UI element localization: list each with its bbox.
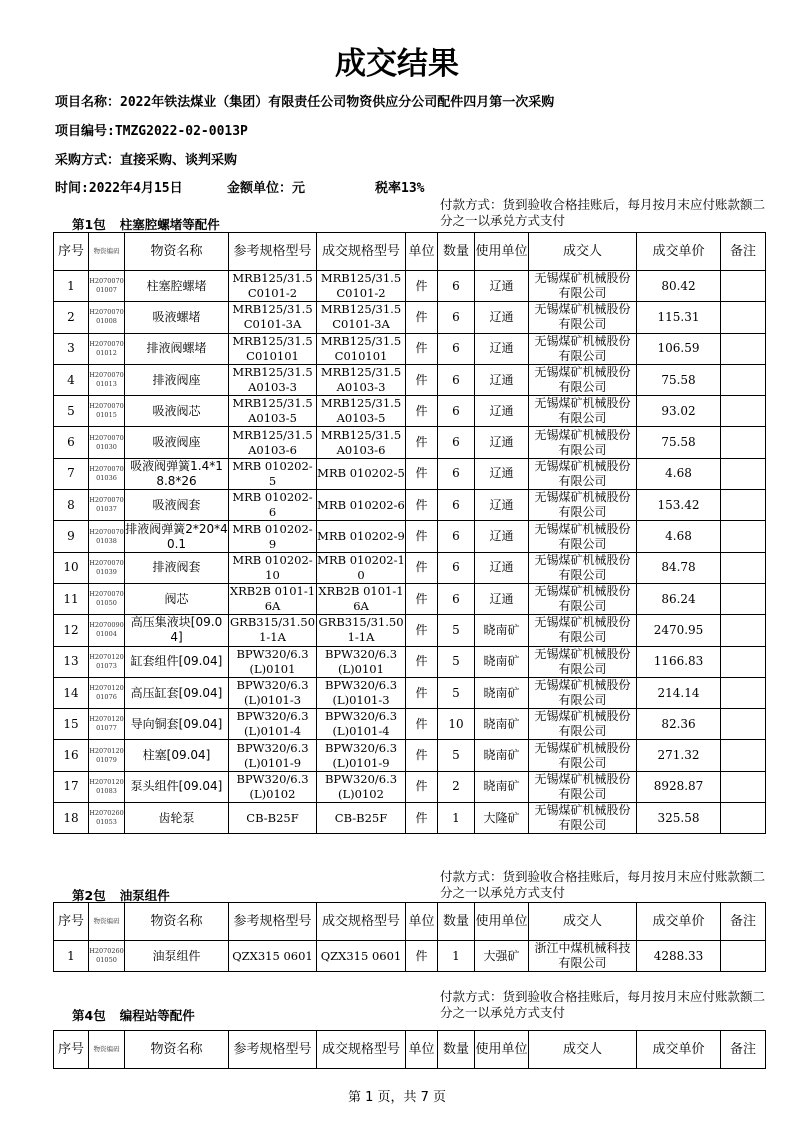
cell-deal-spec: BPW320/6.3(L)0101-9 — [317, 740, 406, 771]
header-unit: 单位 — [406, 233, 438, 271]
currency-unit: 金额单位：元 — [227, 181, 306, 196]
header-deal-spec: 成交规格型号 — [317, 1031, 406, 1069]
cell-material-code: H207012001077 — [89, 709, 125, 740]
cell-unit: 件 — [406, 302, 438, 333]
cell-vendor: 无锡煤矿机械股份有限公司 — [529, 490, 637, 521]
cell-vendor: 无锡煤矿机械股份有限公司 — [529, 521, 637, 552]
cell-quantity: 6 — [438, 302, 475, 333]
package-4-table — [53, 1030, 766, 1069]
cell-material-code: H207026001053 — [89, 803, 125, 834]
table-row — [54, 677, 766, 708]
cell-ref-spec: GRB315/31.501-1A — [229, 615, 316, 645]
cell-quantity: 6 — [438, 490, 475, 521]
cell-remark — [721, 521, 766, 552]
cell-material-name: 吸液阀弹簧1.4*18.8*26 — [125, 458, 229, 489]
cell-user-unit: 大隆矿 — [475, 803, 529, 834]
cell-vendor: 无锡煤矿机械股份有限公司 — [529, 646, 637, 677]
cell-seq: 7 — [54, 458, 89, 489]
cell-unit-price: 325.58 — [637, 803, 721, 834]
header-vendor: 成交人 — [529, 233, 637, 271]
cell-deal-spec: BPW320/6.3(L)0101-4 — [317, 709, 406, 740]
header-seq: 序号 — [54, 1031, 89, 1069]
cell-unit-price: 106.59 — [637, 333, 721, 364]
header-seq: 序号 — [54, 233, 89, 271]
cell-material-name: 吸液阀套 — [125, 490, 229, 521]
cell-unit: 件 — [406, 396, 438, 427]
cell-quantity: 5 — [438, 740, 475, 771]
cell-unit-price: 8928.87 — [637, 771, 721, 802]
tax-rate: 税率13% — [375, 181, 425, 196]
cell-ref-spec: BPW320/6.3(L)0101 — [229, 646, 317, 677]
cell-material-code: H207007001037 — [89, 490, 125, 521]
header-material-code: 物资编码 — [89, 233, 125, 271]
cell-material-name: 高压缸套[09.04] — [125, 677, 229, 708]
cell-ref-spec: XRB2B 0101-16A — [229, 584, 316, 614]
cell-unit: 件 — [406, 521, 438, 552]
table-row — [54, 458, 766, 489]
cell-ref-spec: QZX315 0601 — [229, 941, 317, 972]
cell-material-name: 泵头组件[09.04] — [125, 771, 229, 802]
cell-vendor: 无锡煤矿机械股份有限公司 — [529, 583, 637, 614]
package-name: 油泵组件 — [119, 888, 170, 903]
package-label-4 — [72, 1006, 209, 1024]
header-material-name: 物资名称 — [125, 903, 229, 941]
header-user-unit: 使用单位 — [475, 903, 529, 941]
cell-material-name: 排液阀螺堵 — [125, 333, 229, 364]
cell-user-unit: 辽通 — [475, 271, 529, 302]
cell-material-code: H207007001039 — [89, 552, 125, 583]
project-name: 项目名称：2022年铁法煤业（集团）有限责任公司物资供应分公司配件四月第一次采购 — [55, 95, 555, 110]
cell-unit-price: 271.32 — [637, 740, 721, 771]
header-material-code: 物资编码 — [89, 1031, 125, 1069]
cell-unit: 件 — [406, 740, 438, 771]
table-row — [54, 302, 766, 333]
cell-deal-spec: MRB 010202-5 — [317, 458, 406, 489]
cell-unit-price: 214.14 — [637, 677, 721, 708]
header-unit-price: 成交单价 — [637, 233, 721, 271]
cell-seq: 17 — [54, 771, 89, 802]
cell-material-code: H207012001073 — [89, 646, 125, 677]
cell-material-code: H207007001050 — [89, 583, 125, 614]
cell-user-unit: 辽通 — [475, 490, 529, 521]
cell-quantity: 2 — [438, 771, 475, 802]
cell-material-code: H207007001013 — [89, 364, 125, 395]
table-row — [54, 709, 766, 740]
header-remark: 备注 — [721, 233, 766, 271]
cell-ref-spec: MRB125/31.5A0103-6 — [229, 427, 317, 458]
cell-material-name: 吸液螺堵 — [125, 302, 229, 333]
cell-deal-spec: GRB315/31.501-1A — [318, 615, 404, 645]
header-quantity: 数量 — [438, 1031, 475, 1069]
header-remark: 备注 — [721, 1031, 766, 1069]
cell-vendor: 无锡煤矿机械股份有限公司 — [529, 302, 637, 333]
header-row — [54, 233, 766, 271]
cell-ref-spec: BPW320/6.3(L)0101-4 — [229, 709, 317, 740]
cell-remark — [721, 333, 766, 364]
header-ref-spec: 参考规格型号 — [229, 903, 317, 941]
cell-vendor: 无锡煤矿机械股份有限公司 — [529, 677, 637, 708]
package-2-table — [53, 902, 766, 972]
payment-terms-1: 付款方式：货到验收合格挂账后，每月按月末应付账款额二分之一以承兑方式支付 — [440, 197, 766, 228]
cell-quantity: 5 — [438, 615, 475, 646]
cell-vendor: 无锡煤矿机械股份有限公司 — [529, 771, 637, 802]
payment-terms-4: 付款方式：货到验收合格挂账后，每月按月末应付账款额二分之一以承兑方式支付 — [440, 989, 766, 1020]
header-row — [54, 1031, 766, 1069]
cell-vendor: 无锡煤矿机械股份有限公司 — [529, 396, 637, 427]
table-row — [54, 521, 766, 552]
cell-seq: 18 — [54, 803, 89, 834]
cell-material-name: 阀芯 — [125, 583, 229, 614]
table-row — [54, 583, 766, 614]
cell-remark — [721, 552, 766, 583]
cell-unit-price: 4.68 — [637, 458, 721, 489]
cell-remark — [721, 458, 766, 489]
cell-deal-spec: MRB 010202-9 — [317, 521, 406, 552]
cell-material-code: H207012001079 — [89, 740, 125, 771]
page-title: 成交结果 — [335, 46, 459, 82]
table-row — [54, 771, 766, 802]
cell-unit-price: 153.42 — [637, 490, 721, 521]
cell-unit: 件 — [406, 490, 438, 521]
cell-deal-spec: MRB125/31.5A0103-6 — [317, 427, 406, 458]
cell-remark — [721, 271, 766, 302]
cell-material-code: H207007001012 — [89, 333, 125, 364]
cell-ref-spec: BPW320/6.3(L)0101-3 — [229, 677, 317, 708]
cell-remark — [721, 364, 766, 395]
header-material-code: 物资编码 — [89, 903, 125, 941]
header-material-name: 物资名称 — [125, 233, 229, 271]
cell-seq: 14 — [54, 677, 89, 708]
cell-remark — [721, 740, 766, 771]
table-row — [54, 615, 766, 646]
cell-vendor: 无锡煤矿机械股份有限公司 — [529, 709, 637, 740]
cell-material-code: H207007001015 — [89, 396, 125, 427]
cell-material-code: H207007001030 — [89, 427, 125, 458]
cell-vendor: 无锡煤矿机械股份有限公司 — [529, 364, 637, 395]
cell-deal-spec: BPW320/6.3(L)0102 — [317, 771, 406, 802]
cell-quantity: 10 — [438, 709, 475, 740]
cell-remark — [721, 941, 766, 972]
header-ref-spec: 参考规格型号 — [229, 233, 317, 271]
cell-seq: 8 — [54, 490, 89, 521]
cell-ref-spec: MRB125/31.5C0101-3A — [229, 302, 317, 333]
cell-quantity: 1 — [438, 803, 475, 834]
cell-unit: 件 — [406, 615, 438, 646]
date: 时间:2022年4月15日 — [55, 181, 183, 196]
header-quantity: 数量 — [438, 233, 475, 271]
cell-user-unit: 辽通 — [475, 302, 529, 333]
cell-unit: 件 — [406, 646, 438, 677]
cell-user-unit: 辽通 — [475, 458, 529, 489]
cell-material-name: 排液阀弹簧2*20*40.1 — [125, 521, 228, 551]
cell-quantity: 6 — [438, 583, 475, 614]
cell-material-name: 柱塞腔螺堵 — [125, 271, 229, 302]
cell-user-unit: 大强矿 — [475, 941, 529, 972]
cell-seq: 1 — [54, 271, 89, 302]
cell-unit-price: 80.42 — [637, 271, 721, 302]
cell-deal-spec: BPW320/6.3(L)0101 — [317, 646, 406, 677]
cell-material-name: 缸套组件[09.04] — [125, 646, 229, 677]
table-row — [54, 740, 766, 771]
cell-unit: 件 — [406, 941, 438, 972]
cell-seq: 5 — [54, 396, 89, 427]
cell-deal-spec: BPW320/6.3(L)0101-3 — [317, 677, 406, 708]
cell-unit-price: 4.68 — [637, 521, 721, 552]
cell-seq: 9 — [54, 521, 89, 552]
cell-quantity: 5 — [438, 646, 475, 677]
cell-deal-spec: MRB125/31.5C0101-3A — [317, 302, 406, 333]
cell-quantity: 6 — [438, 552, 475, 583]
cell-deal-spec: QZX315 0601 — [317, 941, 406, 972]
cell-unit-price: 86.24 — [637, 583, 721, 614]
header-ref-spec: 参考规格型号 — [229, 1031, 317, 1069]
cell-seq: 10 — [54, 552, 89, 583]
cell-unit-price: 115.31 — [637, 302, 721, 333]
cell-seq: 4 — [54, 364, 89, 395]
package-no: 第1包 — [72, 217, 106, 232]
cell-ref-spec: MRB125/31.5A0103-3 — [229, 364, 317, 395]
cell-unit-price: 2470.95 — [637, 615, 721, 646]
cell-deal-spec: MRB125/31.5A0103-5 — [317, 396, 406, 427]
cell-remark — [721, 677, 766, 708]
page-number: 第 1 页，共 7 页 — [347, 1090, 447, 1105]
table-row — [54, 490, 766, 521]
cell-vendor: 无锡煤矿机械股份有限公司 — [529, 615, 637, 646]
project-number: 项目编号:TMZG2022-02-0013P — [55, 124, 248, 139]
cell-unit-price: 84.78 — [637, 552, 721, 583]
cell-unit: 件 — [406, 458, 438, 489]
cell-ref-spec: MRB 010202-9 — [229, 521, 317, 552]
cell-ref-spec: MRB 010202-5 — [229, 458, 317, 489]
cell-seq: 13 — [54, 646, 89, 677]
cell-ref-spec: BPW320/6.3(L)0102 — [229, 771, 317, 802]
cell-unit-price: 75.58 — [637, 427, 721, 458]
header-deal-spec: 成交规格型号 — [317, 233, 406, 271]
cell-remark — [721, 709, 766, 740]
cell-unit: 件 — [406, 271, 438, 302]
cell-quantity: 6 — [438, 396, 475, 427]
cell-ref-spec: BPW320/6.3(L)0101-9 — [229, 740, 317, 771]
cell-user-unit: 晓南矿 — [475, 771, 529, 802]
header-unit: 单位 — [406, 1031, 438, 1069]
cell-ref-spec: MRB125/31.5A0103-5 — [229, 396, 317, 427]
cell-seq: 2 — [54, 302, 89, 333]
table-row — [54, 646, 766, 677]
cell-material-name: 排液阀套 — [125, 552, 229, 583]
table-row — [54, 364, 766, 395]
cell-seq: 3 — [54, 333, 89, 364]
cell-material-name: 吸液阀芯 — [125, 396, 229, 427]
cell-seq: 11 — [54, 583, 89, 614]
cell-vendor: 无锡煤矿机械股份有限公司 — [529, 427, 637, 458]
header-remark: 备注 — [721, 903, 766, 941]
cell-material-code: H207007001008 — [89, 302, 125, 333]
header-material-name: 物资名称 — [125, 1031, 229, 1069]
header-deal-spec: 成交规格型号 — [317, 903, 406, 941]
cell-quantity: 6 — [438, 427, 475, 458]
cell-vendor: 无锡煤矿机械股份有限公司 — [529, 803, 637, 834]
table-row — [54, 396, 766, 427]
cell-material-name: 排液阀座 — [125, 364, 229, 395]
cell-ref-spec: MRB125/31.5C010101 — [229, 333, 317, 364]
cell-user-unit: 晓南矿 — [475, 709, 529, 740]
cell-material-name: 高压集液块[09.04] — [125, 615, 229, 646]
table-row — [54, 271, 766, 302]
cell-remark — [721, 771, 766, 802]
cell-remark — [721, 803, 766, 834]
cell-unit: 件 — [406, 427, 438, 458]
cell-material-code: H207012001076 — [89, 677, 125, 708]
header-quantity: 数量 — [438, 903, 475, 941]
cell-remark — [721, 396, 766, 427]
cell-user-unit: 辽通 — [475, 364, 529, 395]
header-user-unit: 使用单位 — [475, 233, 529, 271]
cell-quantity: 1 — [438, 941, 475, 972]
cell-unit-price: 82.36 — [637, 709, 721, 740]
cell-remark — [721, 646, 766, 677]
cell-vendor: 无锡煤矿机械股份有限公司 — [529, 333, 637, 364]
cell-material-name: 吸液阀座 — [125, 427, 229, 458]
cell-deal-spec: MRB125/31.5A0103-3 — [317, 364, 406, 395]
cell-user-unit: 晓南矿 — [475, 615, 529, 646]
table-row — [54, 803, 766, 834]
package-no: 第4包 — [72, 1008, 106, 1023]
table-row — [54, 333, 766, 364]
cell-unit: 件 — [406, 333, 438, 364]
package-name: 柱塞腔螺堵等配件 — [119, 217, 220, 232]
cell-seq: 15 — [54, 709, 89, 740]
cell-material-name: 导向铜套[09.04] — [125, 709, 229, 740]
package-1-table — [53, 232, 766, 834]
cell-seq: 16 — [54, 740, 89, 771]
cell-remark — [721, 615, 766, 646]
cell-vendor: 无锡煤矿机械股份有限公司 — [529, 740, 637, 771]
cell-quantity: 6 — [438, 333, 475, 364]
header-unit-price: 成交单价 — [637, 1031, 721, 1069]
procurement-method: 采购方式：直接采购、谈判采购 — [55, 153, 238, 168]
cell-material-name: 油泵组件 — [125, 941, 229, 972]
cell-unit-price: 75.58 — [637, 364, 721, 395]
header-vendor: 成交人 — [529, 903, 637, 941]
cell-user-unit: 辽通 — [475, 396, 529, 427]
cell-remark — [721, 302, 766, 333]
cell-quantity: 6 — [438, 521, 475, 552]
cell-deal-spec: MRB 010202-6 — [317, 490, 406, 521]
cell-user-unit: 晓南矿 — [475, 677, 529, 708]
package-label-1 — [72, 215, 234, 233]
header-unit: 单位 — [406, 903, 438, 941]
cell-deal-spec: MRB125/31.5C0101-2 — [317, 271, 406, 302]
cell-user-unit: 辽通 — [475, 552, 529, 583]
cell-unit: 件 — [406, 771, 438, 802]
cell-remark — [721, 583, 766, 614]
cell-quantity: 6 — [438, 271, 475, 302]
cell-vendor: 无锡煤矿机械股份有限公司 — [529, 458, 637, 489]
cell-unit: 件 — [406, 552, 438, 583]
cell-ref-spec: MRB 010202-10 — [229, 552, 317, 583]
cell-user-unit: 晓南矿 — [475, 740, 529, 771]
cell-material-name: 柱塞[09.04] — [125, 740, 229, 771]
cell-quantity: 6 — [438, 364, 475, 395]
payment-terms-2: 付款方式：货到验收合格挂账后，每月按月末应付账款额二分之一以承兑方式支付 — [440, 869, 766, 900]
cell-unit: 件 — [406, 583, 438, 614]
cell-ref-spec: MRB 010202-6 — [229, 490, 317, 521]
cell-unit: 件 — [406, 364, 438, 395]
cell-unit-price: 93.02 — [637, 396, 721, 427]
table-row — [54, 941, 766, 972]
cell-seq: 6 — [54, 427, 89, 458]
cell-user-unit: 辽通 — [475, 583, 529, 614]
cell-unit: 件 — [406, 709, 438, 740]
cell-deal-spec: CB-B25F — [317, 803, 406, 834]
cell-seq: 1 — [54, 941, 89, 972]
header-row — [54, 903, 766, 941]
cell-user-unit: 辽通 — [475, 333, 529, 364]
cell-quantity: 6 — [438, 458, 475, 489]
cell-unit-price: 4288.33 — [637, 941, 721, 972]
cell-material-code: H207012001083 — [89, 771, 125, 802]
cell-quantity: 5 — [438, 677, 475, 708]
table-row — [54, 427, 766, 458]
cell-unit: 件 — [406, 803, 438, 834]
package-no: 第2包 — [72, 888, 106, 903]
cell-vendor: 无锡煤矿机械股份有限公司 — [529, 552, 637, 583]
cell-material-code: H207007001038 — [89, 521, 125, 552]
cell-user-unit: 辽通 — [475, 427, 529, 458]
header-user-unit: 使用单位 — [475, 1031, 529, 1069]
table-row — [54, 552, 766, 583]
cell-unit-price: 1166.83 — [637, 646, 721, 677]
cell-unit: 件 — [406, 677, 438, 708]
cell-material-code: H207007001007 — [89, 271, 125, 302]
cell-remark — [721, 427, 766, 458]
cell-material-name: 齿轮泵 — [125, 803, 229, 834]
package-name: 编程站等配件 — [119, 1008, 195, 1023]
header-unit-price: 成交单价 — [637, 903, 721, 941]
meta-line — [55, 177, 424, 196]
cell-material-code: H207009001004 — [89, 615, 125, 646]
cell-deal-spec: XRB2B 0101-16A — [318, 584, 404, 614]
cell-user-unit: 辽通 — [475, 521, 529, 552]
cell-vendor: 无锡煤矿机械股份有限公司 — [529, 271, 637, 302]
cell-ref-spec: CB-B25F — [229, 803, 317, 834]
cell-material-code: H207007001036 — [89, 458, 125, 489]
cell-vendor: 浙江中煤机械科技有限公司 — [529, 941, 637, 972]
cell-remark — [721, 490, 766, 521]
cell-deal-spec: MRB125/31.5C010101 — [317, 333, 406, 364]
cell-material-code: H207026001050 — [89, 941, 125, 972]
cell-deal-spec: MRB 010202-10 — [317, 552, 405, 582]
cell-ref-spec: MRB125/31.5C0101-2 — [229, 271, 317, 302]
cell-seq: 12 — [54, 615, 89, 646]
cell-user-unit: 晓南矿 — [475, 646, 529, 677]
header-vendor: 成交人 — [529, 1031, 637, 1069]
header-seq: 序号 — [54, 903, 89, 941]
